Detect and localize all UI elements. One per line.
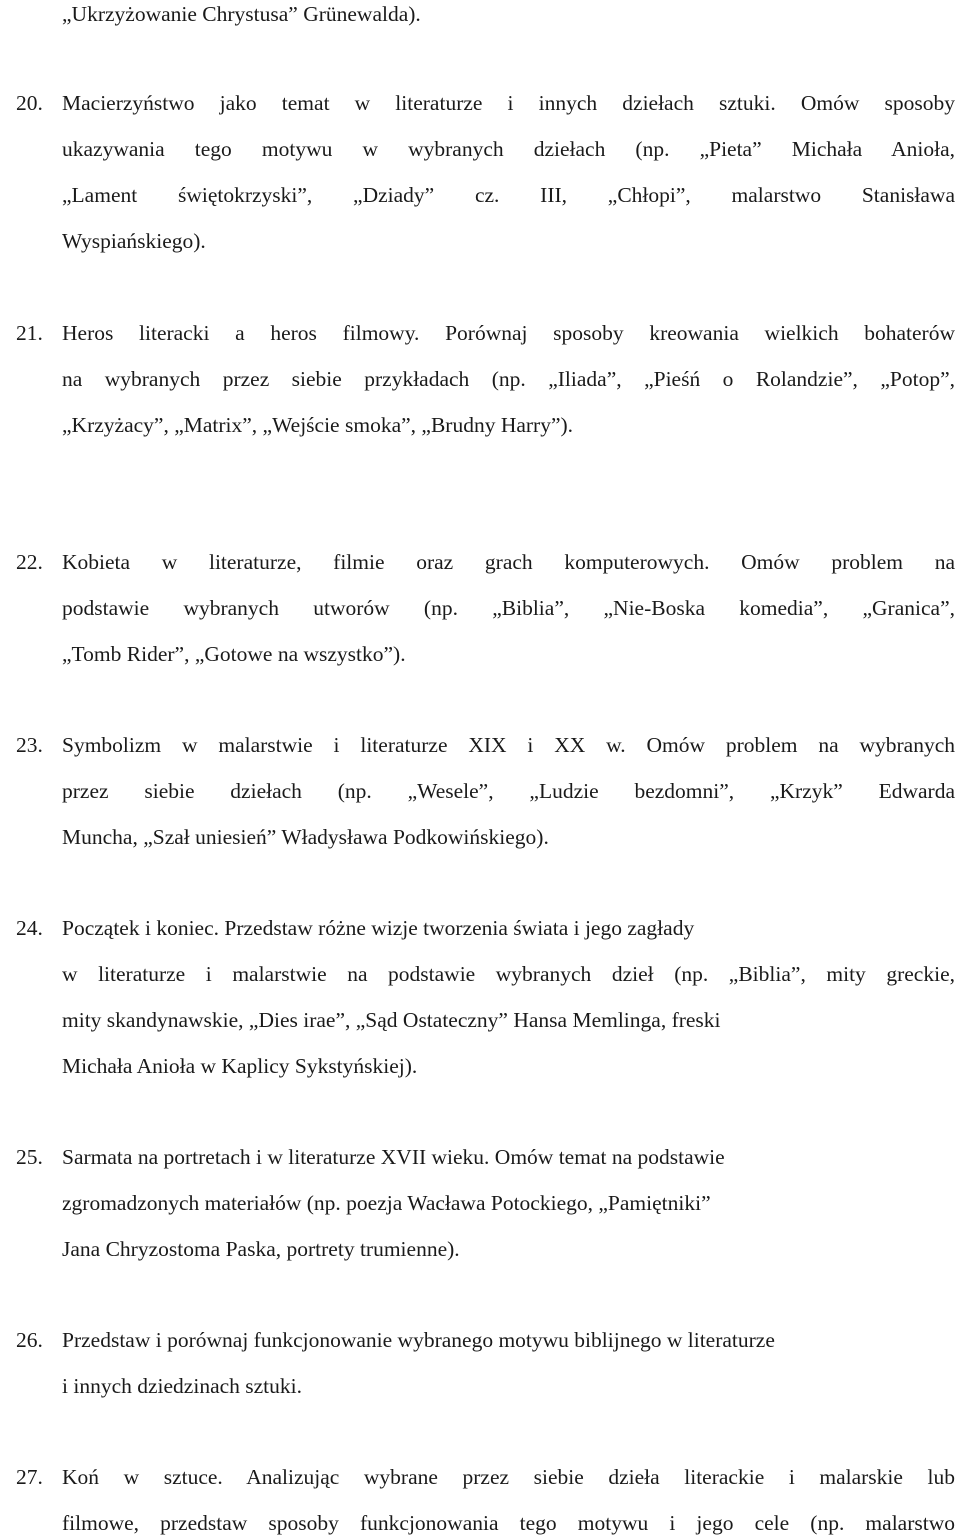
item-line: Michała Anioła w Kaplicy Sykstyńskiej). — [62, 1054, 418, 1078]
item-number: 27. — [16, 1465, 43, 1489]
item-number: 23. — [16, 733, 43, 757]
item-number: 22. — [16, 550, 43, 574]
item-line: podstawie wybranych utworów (np. „Biblia”, „Nie-Boska komedia”, „Granica”, — [62, 596, 955, 620]
item-line: Początek i koniec. Przedstaw różne wizje tworzenia świata i jego zagłady — [62, 916, 695, 940]
item-number: 25. — [16, 1145, 43, 1169]
item-line: Jana Chryzostoma Paska, portrety trumienne). — [62, 1237, 460, 1261]
item-line: Muncha, „Szał uniesień” Władysława Podkowińskiego). — [62, 825, 549, 849]
item-number: 21. — [16, 321, 43, 345]
item-line: ukazywania tego motywu w wybranych dziełach (np. „Pieta” Michała Anioła, — [62, 137, 955, 161]
item-line: filmowe, przedstaw sposoby funkcjonowania tego motywu i jego cele (np. malarstwo — [62, 1511, 955, 1535]
item-line: na wybranych przez siebie przykładach (np. „Iliada”, „Pieśń o Rolandzie”, „Potop”, — [62, 367, 955, 391]
item-line: Kobieta w literaturze, filmie oraz grach komputerowych. Omów problem na — [62, 550, 955, 574]
item-number: 20. — [16, 91, 43, 115]
item-line: mity skandynawskie, „Dies irae”, „Sąd Ostateczny” Hansa Memlinga, freski — [62, 1008, 721, 1032]
item-line: i innych dziedzinach sztuki. — [62, 1374, 303, 1398]
item-number: 26. — [16, 1328, 43, 1352]
item-line: Heros literacki a heros filmowy. Porównaj sposoby kreowania wielkich bohaterów — [62, 321, 955, 345]
item-number: 24. — [16, 916, 43, 940]
item-line: „Krzyżacy”, „Matrix”, „Wejście smoka”, „Brudny Harry”). — [62, 413, 574, 437]
item-line: Wyspiańskiego). — [62, 229, 206, 253]
continuation-line: „Ukrzyżowanie Chrystusa” Grünewalda). — [62, 2, 421, 26]
item-line: zgromadzonych materiałów (np. poezja Wacława Potockiego, „Pamiętniki” — [62, 1191, 711, 1215]
item-line: Symbolizm w malarstwie i literaturze XIX i XX w. Omów problem na wybranych — [62, 733, 955, 757]
item-line: Przedstaw i porównaj funkcjonowanie wybranego motywu biblijnego w literaturze — [62, 1328, 775, 1352]
item-line: „Lament świętokrzyski”, „Dziady” cz. III, „Chłopi”, malarstwo Stanisława — [62, 183, 955, 207]
item-line: „Tomb Rider”, „Gotowe na wszystko”). — [62, 642, 406, 666]
item-line: Macierzyństwo jako temat w literaturze i innych dziełach sztuki. Omów sposoby — [62, 91, 955, 115]
item-line: w literaturze i malarstwie na podstawie wybranych dzieł (np. „Biblia”, mity greckie, — [62, 962, 955, 986]
item-line: Koń w sztuce. Analizując wybrane przez siebie dzieła literackie i malarskie lub — [62, 1465, 955, 1489]
item-line: przez siebie dziełach (np. „Wesele”, „Ludzie bezdomni”, „Krzyk” Edwarda — [62, 779, 955, 803]
item-line: Sarmata na portretach i w literaturze XVII wieku. Omów temat na podstawie — [62, 1145, 725, 1169]
